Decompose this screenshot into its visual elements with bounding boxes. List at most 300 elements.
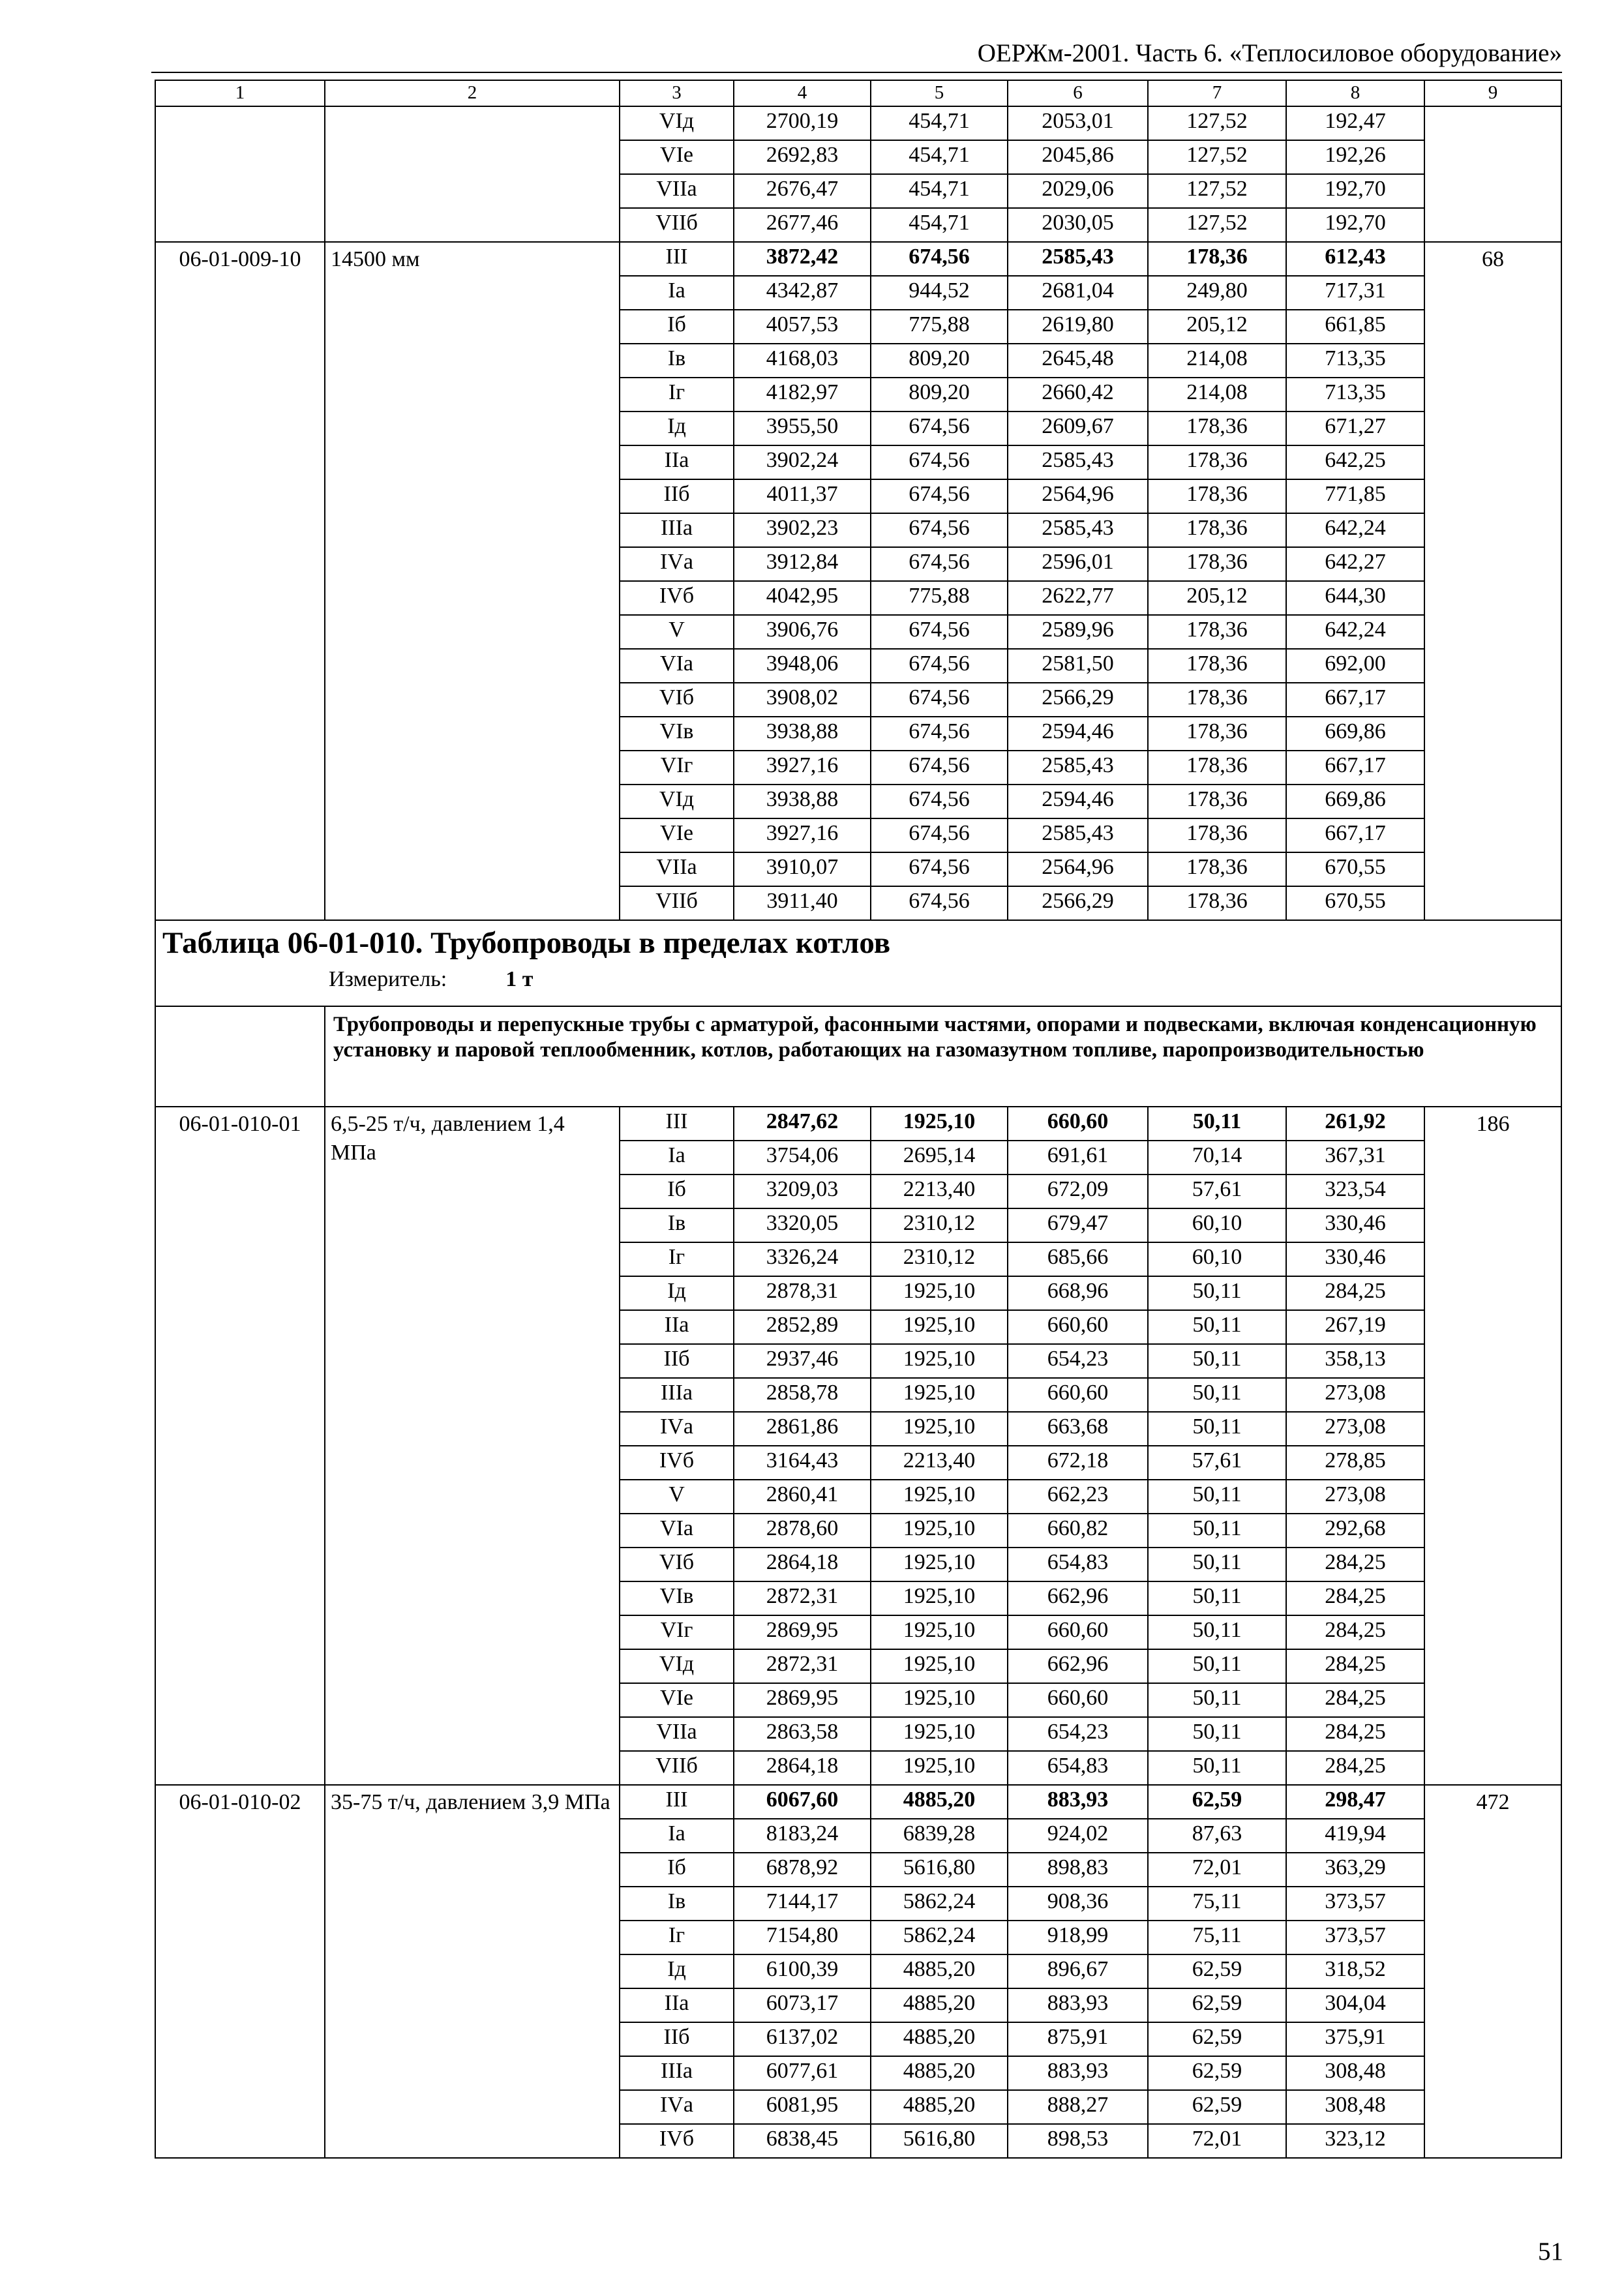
value-cell: 2310,12 — [871, 1242, 1008, 1276]
value-cell: 771,85 — [1286, 479, 1424, 513]
value-cell: 127,52 — [1148, 106, 1286, 140]
value-cell: 3754,06 — [734, 1141, 871, 1174]
value-cell: 5862,24 — [871, 1921, 1008, 1954]
value-cell: 2677,46 — [734, 208, 871, 242]
value-cell: 674,56 — [871, 785, 1008, 818]
value-cell: 5862,24 — [871, 1887, 1008, 1921]
region-code: IIа — [620, 445, 734, 479]
value-cell: 3948,06 — [734, 649, 871, 683]
value-cell: 667,17 — [1286, 751, 1424, 785]
region-code: III — [620, 242, 734, 276]
value-cell: 888,27 — [1008, 2090, 1148, 2124]
value-cell: 1925,10 — [871, 1514, 1008, 1548]
value-cell: 3955,50 — [734, 411, 871, 445]
value-cell: 674,56 — [871, 683, 1008, 717]
value-cell: 267,19 — [1286, 1310, 1424, 1344]
value-cell: 918,99 — [1008, 1921, 1148, 1954]
value-cell: 2872,31 — [734, 1581, 871, 1615]
region-code: IVа — [620, 547, 734, 581]
region-code: VIIб — [620, 886, 734, 920]
value-cell: 127,52 — [1148, 140, 1286, 174]
value-cell: 454,71 — [871, 174, 1008, 208]
value-cell: 50,11 — [1148, 1649, 1286, 1683]
value-cell: 6839,28 — [871, 1819, 1008, 1853]
value-cell: 674,56 — [871, 649, 1008, 683]
region-code: VIв — [620, 1581, 734, 1615]
value-cell: 2872,31 — [734, 1649, 871, 1683]
column-number: 5 — [871, 80, 1008, 106]
value-cell: 75,11 — [1148, 1887, 1286, 1921]
value-cell: 87,63 — [1148, 1819, 1286, 1853]
value-cell: 127,52 — [1148, 208, 1286, 242]
col9-value: 472 — [1424, 1785, 1561, 2158]
region-code: VIа — [620, 1514, 734, 1548]
value-cell: 2700,19 — [734, 106, 871, 140]
value-cell: 273,08 — [1286, 1378, 1424, 1412]
value-cell: 674,56 — [871, 411, 1008, 445]
region-code: IIб — [620, 1344, 734, 1378]
value-cell: 660,60 — [1008, 1310, 1148, 1344]
value-cell: 62,59 — [1148, 2056, 1286, 2090]
region-code: Iг — [620, 1242, 734, 1276]
item-name: 6,5-25 т/ч, давлением 1,4 МПа — [325, 1107, 620, 1785]
value-cell: 62,59 — [1148, 1785, 1286, 1819]
value-cell: 3164,43 — [734, 1446, 871, 1480]
region-code: Iа — [620, 1819, 734, 1853]
value-cell: 667,17 — [1286, 818, 1424, 852]
value-cell: 6073,17 — [734, 1988, 871, 2022]
region-code: IIа — [620, 1988, 734, 2022]
region-code: VIд — [620, 106, 734, 140]
value-cell: 1925,10 — [871, 1649, 1008, 1683]
value-cell: 2660,42 — [1008, 378, 1148, 411]
region-code: VIд — [620, 785, 734, 818]
value-cell: 6081,95 — [734, 2090, 871, 2124]
region-code: VIIа — [620, 174, 734, 208]
value-cell: 3902,24 — [734, 445, 871, 479]
value-cell: 2692,83 — [734, 140, 871, 174]
rates-table — [155, 80, 1562, 2159]
item-name: 14500 мм — [325, 242, 620, 920]
value-cell: 4885,20 — [871, 1988, 1008, 2022]
value-cell: 1925,10 — [871, 1615, 1008, 1649]
value-cell: 2053,01 — [1008, 106, 1148, 140]
column-number-row — [155, 80, 1561, 106]
value-cell: 674,56 — [871, 242, 1008, 276]
value-cell: 4885,20 — [871, 2090, 1008, 2124]
value-cell: 2878,31 — [734, 1276, 871, 1310]
value-cell: 292,68 — [1286, 1514, 1424, 1548]
value-cell: 57,61 — [1148, 1174, 1286, 1208]
value-cell: 284,25 — [1286, 1751, 1424, 1785]
value-cell: 2585,43 — [1008, 445, 1148, 479]
value-cell: 273,08 — [1286, 1412, 1424, 1446]
value-cell: 5616,80 — [871, 1853, 1008, 1887]
value-cell: 713,35 — [1286, 378, 1424, 411]
value-cell: 419,94 — [1286, 1819, 1424, 1853]
value-cell: 57,61 — [1148, 1446, 1286, 1480]
value-cell: 896,67 — [1008, 1954, 1148, 1988]
value-cell: 670,55 — [1286, 886, 1424, 920]
column-number: 6 — [1008, 80, 1148, 106]
item-code: 06-01-009-10 — [155, 242, 325, 920]
value-cell: 6067,60 — [734, 1785, 871, 1819]
value-cell: 3320,05 — [734, 1208, 871, 1242]
region-code: VIIб — [620, 1751, 734, 1785]
value-cell: 663,68 — [1008, 1412, 1148, 1446]
value-cell: 3326,24 — [734, 1242, 871, 1276]
value-cell: 2585,43 — [1008, 818, 1148, 852]
region-code: VIб — [620, 1548, 734, 1581]
value-cell: 60,10 — [1148, 1242, 1286, 1276]
value-cell: 278,85 — [1286, 1446, 1424, 1480]
value-cell: 674,56 — [871, 886, 1008, 920]
value-cell: 674,56 — [871, 513, 1008, 547]
value-cell: 4342,87 — [734, 276, 871, 310]
value-cell: 3938,88 — [734, 717, 871, 751]
value-cell: 4885,20 — [871, 2022, 1008, 2056]
value-cell: 2645,48 — [1008, 344, 1148, 378]
value-cell: 2695,14 — [871, 1141, 1008, 1174]
value-cell: 2852,89 — [734, 1310, 871, 1344]
column-number: 8 — [1286, 80, 1424, 106]
region-code: IIIа — [620, 2056, 734, 2090]
value-cell: 375,91 — [1286, 2022, 1424, 2056]
region-code: Iа — [620, 1141, 734, 1174]
value-cell: 660,60 — [1008, 1378, 1148, 1412]
value-cell: 192,70 — [1286, 174, 1424, 208]
value-cell: 70,14 — [1148, 1141, 1286, 1174]
value-cell: 178,36 — [1148, 886, 1286, 920]
value-cell: 717,31 — [1286, 276, 1424, 310]
value-cell: 2594,46 — [1008, 717, 1148, 751]
value-cell: 674,56 — [871, 852, 1008, 886]
value-cell: 654,83 — [1008, 1751, 1148, 1785]
value-cell: 1925,10 — [871, 1310, 1008, 1344]
value-cell: 3911,40 — [734, 886, 871, 920]
value-cell: 178,36 — [1148, 717, 1286, 751]
item-name — [325, 106, 620, 242]
value-cell: 668,96 — [1008, 1276, 1148, 1310]
value-cell: 373,57 — [1286, 1921, 1424, 1954]
value-cell: 3927,16 — [734, 818, 871, 852]
value-cell: 1925,10 — [871, 1344, 1008, 1378]
value-cell: 6838,45 — [734, 2124, 871, 2158]
value-cell: 50,11 — [1148, 1717, 1286, 1751]
region-code: Iб — [620, 1853, 734, 1887]
region-code: Iв — [620, 1887, 734, 1921]
value-cell: 205,12 — [1148, 310, 1286, 344]
value-cell: 2566,29 — [1008, 683, 1148, 717]
value-cell: 454,71 — [871, 208, 1008, 242]
value-cell: 883,93 — [1008, 1988, 1148, 2022]
region-code: VIIа — [620, 852, 734, 886]
value-cell: 1925,10 — [871, 1683, 1008, 1717]
value-cell: 60,10 — [1148, 1208, 1286, 1242]
value-cell: 3927,16 — [734, 751, 871, 785]
value-cell: 669,86 — [1286, 717, 1424, 751]
value-cell: 3906,76 — [734, 615, 871, 649]
value-cell: 674,56 — [871, 717, 1008, 751]
value-cell: 1925,10 — [871, 1548, 1008, 1581]
region-code: III — [620, 1107, 734, 1141]
rates-table-body — [155, 80, 1561, 2158]
value-cell: 6878,92 — [734, 1853, 871, 1887]
value-cell: 612,43 — [1286, 242, 1424, 276]
region-code: V — [620, 615, 734, 649]
value-cell: 685,66 — [1008, 1242, 1148, 1276]
value-cell: 662,96 — [1008, 1581, 1148, 1615]
value-cell: 642,25 — [1286, 445, 1424, 479]
value-cell: 273,08 — [1286, 1480, 1424, 1514]
region-code: Iа — [620, 276, 734, 310]
value-cell: 72,01 — [1148, 2124, 1286, 2158]
value-cell: 50,11 — [1148, 1344, 1286, 1378]
value-cell: 2030,05 — [1008, 208, 1148, 242]
value-cell: 2213,40 — [871, 1446, 1008, 1480]
region-code: IIIа — [620, 513, 734, 547]
value-cell: 308,48 — [1286, 2056, 1424, 2090]
value-cell: 50,11 — [1148, 1310, 1286, 1344]
value-cell: 50,11 — [1148, 1378, 1286, 1412]
value-cell: 2594,46 — [1008, 785, 1148, 818]
value-cell: 62,59 — [1148, 2022, 1286, 2056]
region-code: IVб — [620, 2124, 734, 2158]
value-cell: 454,71 — [871, 106, 1008, 140]
value-cell: 908,36 — [1008, 1887, 1148, 1921]
value-cell: 674,56 — [871, 547, 1008, 581]
value-cell: 178,36 — [1148, 411, 1286, 445]
value-cell: 373,57 — [1286, 1887, 1424, 1921]
region-code: IVб — [620, 1446, 734, 1480]
value-cell: 672,18 — [1008, 1446, 1148, 1480]
value-cell: 670,55 — [1286, 852, 1424, 886]
value-cell: 674,56 — [871, 479, 1008, 513]
value-cell: 898,83 — [1008, 1853, 1148, 1887]
table-title-row — [155, 920, 1561, 1006]
value-cell: 2864,18 — [734, 1548, 871, 1581]
value-cell: 363,29 — [1286, 1853, 1424, 1887]
value-cell: 50,11 — [1148, 1581, 1286, 1615]
region-code: Iв — [620, 1208, 734, 1242]
value-cell: 2581,50 — [1008, 649, 1148, 683]
value-cell: 660,60 — [1008, 1683, 1148, 1717]
column-number: 3 — [620, 80, 734, 106]
value-cell: 875,91 — [1008, 2022, 1148, 2056]
value-cell: 6137,02 — [734, 2022, 871, 2056]
region-code: VIе — [620, 818, 734, 852]
value-cell: 924,02 — [1008, 1819, 1148, 1853]
value-cell: 1925,10 — [871, 1717, 1008, 1751]
table-row — [155, 1107, 1561, 1141]
value-cell: 2564,96 — [1008, 852, 1148, 886]
value-cell: 692,00 — [1286, 649, 1424, 683]
region-code: IIб — [620, 479, 734, 513]
value-cell: 2622,77 — [1008, 581, 1148, 615]
value-cell: 674,56 — [871, 445, 1008, 479]
page-number: 51 — [1538, 2237, 1563, 2266]
value-cell: 6077,61 — [734, 2056, 871, 2090]
region-code: Iг — [620, 378, 734, 411]
region-code: IVа — [620, 2090, 734, 2124]
value-cell: 205,12 — [1148, 581, 1286, 615]
column-number: 7 — [1148, 80, 1286, 106]
value-cell: 4057,53 — [734, 310, 871, 344]
value-cell: 75,11 — [1148, 1921, 1286, 1954]
value-cell: 178,36 — [1148, 785, 1286, 818]
value-cell: 642,27 — [1286, 547, 1424, 581]
measure-value: 1 т — [505, 967, 534, 991]
value-cell: 284,25 — [1286, 1615, 1424, 1649]
value-cell: 2045,86 — [1008, 140, 1148, 174]
value-cell: 654,23 — [1008, 1344, 1148, 1378]
value-cell: 8183,24 — [734, 1819, 871, 1853]
value-cell: 50,11 — [1148, 1615, 1286, 1649]
value-cell: 1925,10 — [871, 1480, 1008, 1514]
value-cell: 178,36 — [1148, 649, 1286, 683]
value-cell: 284,25 — [1286, 1548, 1424, 1581]
value-cell: 127,52 — [1148, 174, 1286, 208]
value-cell: 178,36 — [1148, 615, 1286, 649]
value-cell: 178,36 — [1148, 751, 1286, 785]
value-cell: 50,11 — [1148, 1548, 1286, 1581]
col9-value — [1424, 106, 1561, 242]
value-cell: 660,60 — [1008, 1615, 1148, 1649]
col9-value: 68 — [1424, 242, 1561, 920]
value-cell: 679,47 — [1008, 1208, 1148, 1242]
region-code: IIа — [620, 1310, 734, 1344]
value-cell: 1925,10 — [871, 1751, 1008, 1785]
column-number: 1 — [155, 80, 325, 106]
value-cell: 2029,06 — [1008, 174, 1148, 208]
table-row — [155, 106, 1561, 140]
header-rule — [151, 72, 1562, 73]
value-cell: 660,82 — [1008, 1514, 1148, 1548]
region-code: Iд — [620, 411, 734, 445]
value-cell: 674,56 — [871, 818, 1008, 852]
value-cell: 674,56 — [871, 751, 1008, 785]
value-cell: 178,36 — [1148, 683, 1286, 717]
value-cell: 62,59 — [1148, 1954, 1286, 1988]
value-cell: 304,04 — [1286, 1988, 1424, 2022]
value-cell: 669,86 — [1286, 785, 1424, 818]
region-code: Iб — [620, 1174, 734, 1208]
table-title: Таблица 06-01-010. Трубопроводы в пределах котлов — [162, 926, 891, 960]
value-cell: 7144,17 — [734, 1887, 871, 1921]
measure-label: Измеритель: — [329, 967, 447, 991]
value-cell: 2858,78 — [734, 1378, 871, 1412]
value-cell: 2585,43 — [1008, 751, 1148, 785]
value-cell: 72,01 — [1148, 1853, 1286, 1887]
value-cell: 660,60 — [1008, 1107, 1148, 1141]
column-number: 4 — [734, 80, 871, 106]
item-code — [155, 106, 325, 242]
value-cell: 284,25 — [1286, 1717, 1424, 1751]
value-cell: 2847,62 — [734, 1107, 871, 1141]
value-cell: 3872,42 — [734, 242, 871, 276]
table-description-row — [155, 1006, 1561, 1107]
value-cell: 662,96 — [1008, 1649, 1148, 1683]
value-cell: 1925,10 — [871, 1107, 1008, 1141]
value-cell: 644,30 — [1286, 581, 1424, 615]
value-cell: 775,88 — [871, 581, 1008, 615]
value-cell: 308,48 — [1286, 2090, 1424, 2124]
table-row — [155, 1785, 1561, 1819]
value-cell: 178,36 — [1148, 445, 1286, 479]
region-code: VIIа — [620, 1717, 734, 1751]
value-cell: 367,31 — [1286, 1141, 1424, 1174]
value-cell: 654,23 — [1008, 1717, 1148, 1751]
value-cell: 178,36 — [1148, 513, 1286, 547]
value-cell: 214,08 — [1148, 344, 1286, 378]
value-cell: 713,35 — [1286, 344, 1424, 378]
value-cell: 2860,41 — [734, 1480, 871, 1514]
region-code: VIе — [620, 140, 734, 174]
value-cell: 192,70 — [1286, 208, 1424, 242]
value-cell: 330,46 — [1286, 1242, 1424, 1276]
region-code: VIе — [620, 1683, 734, 1717]
column-number: 2 — [325, 80, 620, 106]
value-cell: 662,23 — [1008, 1480, 1148, 1514]
value-cell: 2676,47 — [734, 174, 871, 208]
value-cell: 192,26 — [1286, 140, 1424, 174]
value-cell: 50,11 — [1148, 1107, 1286, 1141]
value-cell: 284,25 — [1286, 1581, 1424, 1615]
region-code: VIа — [620, 649, 734, 683]
value-cell: 62,59 — [1148, 1988, 1286, 2022]
value-cell: 661,85 — [1286, 310, 1424, 344]
value-cell: 298,47 — [1286, 1785, 1424, 1819]
item-code: 06-01-010-01 — [155, 1107, 325, 1785]
value-cell: 178,36 — [1148, 818, 1286, 852]
region-code: IIб — [620, 2022, 734, 2056]
value-cell: 2596,01 — [1008, 547, 1148, 581]
value-cell: 2566,29 — [1008, 886, 1148, 920]
region-code: V — [620, 1480, 734, 1514]
value-cell: 775,88 — [871, 310, 1008, 344]
table-title-cell — [155, 920, 1561, 1006]
value-cell: 672,09 — [1008, 1174, 1148, 1208]
region-code: IVа — [620, 1412, 734, 1446]
table-description: Трубопроводы и перепускные трубы с арматурой, фасонными частями, опорами и подвесками, включая конденсационную установку и паровой теплообменник, котлов, работающих на газомазутном топливе, паропроизводительностью — [325, 1006, 1561, 1107]
value-cell: 2213,40 — [871, 1174, 1008, 1208]
value-cell: 261,92 — [1286, 1107, 1424, 1141]
value-cell: 4182,97 — [734, 378, 871, 411]
value-cell: 50,11 — [1148, 1480, 1286, 1514]
value-cell: 6100,39 — [734, 1954, 871, 1988]
region-code: Iг — [620, 1921, 734, 1954]
value-cell: 3908,02 — [734, 683, 871, 717]
value-cell: 2863,58 — [734, 1717, 871, 1751]
value-cell: 4885,20 — [871, 2056, 1008, 2090]
value-cell: 2310,12 — [871, 1208, 1008, 1242]
value-cell: 654,83 — [1008, 1548, 1148, 1581]
value-cell: 1925,10 — [871, 1378, 1008, 1412]
value-cell: 249,80 — [1148, 276, 1286, 310]
value-cell: 454,71 — [871, 140, 1008, 174]
region-code: VIIб — [620, 208, 734, 242]
value-cell: 2585,43 — [1008, 513, 1148, 547]
region-code: VIг — [620, 751, 734, 785]
value-cell: 3910,07 — [734, 852, 871, 886]
value-cell: 192,47 — [1286, 106, 1424, 140]
value-cell: 318,52 — [1286, 1954, 1424, 1988]
value-cell: 671,27 — [1286, 411, 1424, 445]
region-code: IVб — [620, 581, 734, 615]
region-code: Iб — [620, 310, 734, 344]
value-cell: 4885,20 — [871, 1785, 1008, 1819]
value-cell: 691,61 — [1008, 1141, 1148, 1174]
